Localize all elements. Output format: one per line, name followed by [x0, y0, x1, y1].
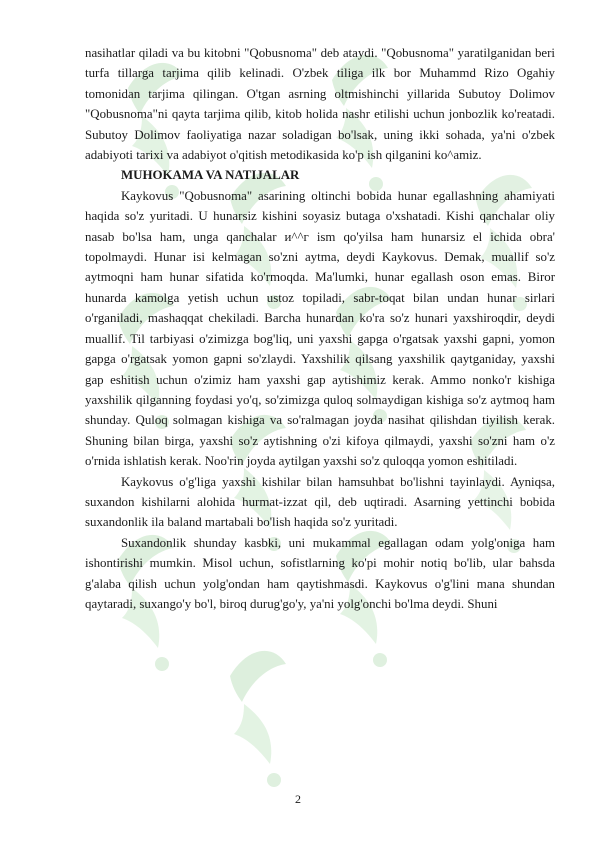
- section-heading: MUHOKAMA VA NATIJALAR: [121, 168, 300, 183]
- paragraph-hamsuhbat: Kaykovus o'g'liga yaxshi kishilar bilan hamsuhbat bo'lishni tayinlaydi. Ayniqsa, suxandon kishilarni alohida hurmat-izzat qil, deb uqtiradi. Asarning yettinchi bobida suxandonlik ila baland martabali bo'lish haqida so'z yuritadi.: [85, 474, 555, 530]
- paragraph-hunar: Kaykovus "Qobusnoma" asarining oltinchi bobida hunar egallashning ahamiyati haqida so'z yuritadi. U hunarsiz kishini soyasiz butaga o'xshatadi. Kishi qanchalar oliy nasab bo'lsa ham, unga qanchalar и^^г ism qo'yilsa ham hunarsiz el ichida obra' topolmaydi. Hunar isi kelmagan so'zni aytma, deydi Kaykovus. Demak, muallif so'z aytmoqni ham hunar sifatida ko'rmoqda. Ma'lumki, hunar egallash oson emas. Biror hunarda kamolga yetish uchun ustoz topiladi, sabr-toqat bilan undan hunar sirlari o'rganiladi, mashaqqat chekiladi. Barcha hunardan ko'ra so'z hunari yaxshiroqdir, deydi muallif. Til tarbiyasi o'zimizga bog'liq, uni yaxshi gapga o'rgatsak yaxshi gapni, yomon gapga o'rgatsak yomon gapni so'zlaydi. Yaxshilik qilsang yaxshilik qaytganiday, yaxshi gap eshitish uchun o'zimiz ham yaxshi gap aytishimiz kerak. Ammo nonko'r kishiga yaxshilik qilganning foydasi yo'q, so'zimizga quloq solmaydigan kishiga so'z aytmoq ham shunday. Quloq solmagan kishiga va so'ralmagan joyda nasihat qilishdan tiyilish kerak. Shuning bilan birga, yaxshi so'z aytishning o'zi kifoya qilmaydi, yaxshi so'zni ham o'z o'rnida ishlatish kerak. Noo'rin joyda aytilgan yaxshi so'z quloqqa yomon eshitiladi.: [85, 188, 555, 469]
- paragraph-intro: nasihatlar qiladi va bu kitobni "Qobusnoma" deb ataydi. "Qobusnoma" yaratilganidan beri turfa tillarga tarjima qilib kelinadi. O'zbek tiliga ilk bor Muhammd Rizo Ogahiy tomonidan tarjima qilingan. O'tgan asrning oltmishinchi yillarida Subutoy Dolimov "Qobusnoma"ni qayta tarjima qilib, kitob holida nashr etilishi uchun jonbozlik ko'reatadi. Subutoy Dolimov faoliyatiga nazar soladigan bo'lsak, uning ikki sohada, ya'ni o'zbek adabiyoti tarixi va adabiyot o'qitish metodikasida ko'p ish qilganini ko^amiz.: [85, 46, 555, 163]
- document-body: [85, 43, 555, 614]
- paragraph-suxandonlik: Suxandonlik shunday kasbki, uni mukammal egallagan odam yolg'oniga ham ishontirishi mumkin. Misol uchun, sofistlarning ko'pi mohir notiq bo'lib, ular bahsda g'alaba qilish uchun yolg'ondan ham qaytishmasdi. Kaykovus o'g'lini mana shundan qaytaradi, suxango'y bo'l, biroq durug'go'y, ya'ni yolg'onchi bo'lma deydi. Shuni: [85, 535, 555, 611]
- page-number: 2: [295, 792, 301, 806]
